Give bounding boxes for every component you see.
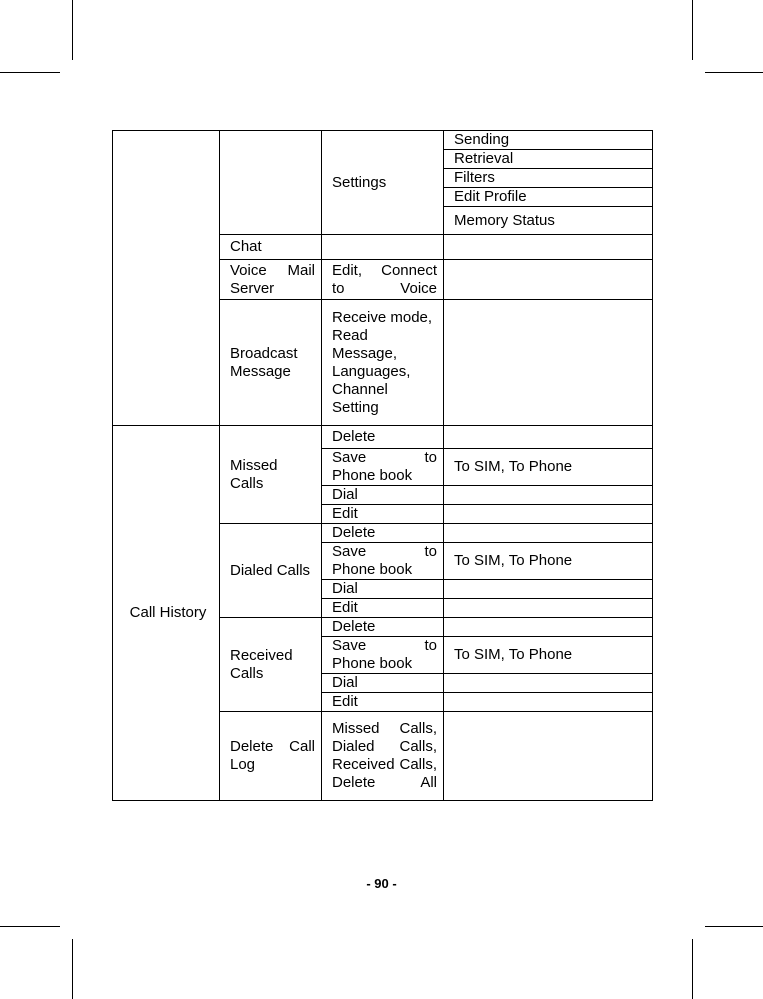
empty-cell bbox=[444, 618, 653, 637]
phone-book-label: Phone book bbox=[332, 561, 413, 578]
edit-cell: Edit bbox=[322, 505, 444, 524]
phone-book-label: Phone book bbox=[332, 467, 413, 484]
page-number: - 90 - bbox=[366, 876, 397, 891]
empty-cell bbox=[444, 300, 653, 426]
menu-table bbox=[112, 130, 653, 801]
dial-cell: Dial bbox=[322, 674, 444, 693]
crop-mark bbox=[72, 0, 73, 60]
save-to-phonebook-cell bbox=[322, 543, 444, 580]
save-to-label: Save to bbox=[332, 543, 437, 560]
crop-mark bbox=[705, 72, 763, 73]
crop-mark bbox=[72, 939, 73, 999]
delete-cell: Delete bbox=[322, 524, 444, 543]
delete-call-log-cell: Delete Call Log bbox=[220, 712, 322, 801]
crop-mark bbox=[705, 926, 763, 927]
empty-cell bbox=[444, 486, 653, 505]
crop-mark bbox=[0, 926, 60, 927]
empty-cell bbox=[444, 712, 653, 801]
settings-cell: Settings bbox=[322, 131, 444, 235]
call-history-cell: Call History bbox=[113, 426, 220, 801]
broadcast-message-cell: Broadcast Message bbox=[220, 300, 322, 426]
save-to-phonebook-cell bbox=[322, 637, 444, 674]
empty-cell bbox=[444, 524, 653, 543]
broadcast-options-cell: Receive mode, Read Message, Languages, Channel Setting bbox=[322, 300, 444, 426]
empty-cell bbox=[444, 426, 653, 449]
dialed-calls-cell: Dialed Calls bbox=[220, 524, 322, 618]
empty-cell bbox=[322, 235, 444, 260]
phone-book-label: Phone book bbox=[332, 655, 413, 672]
empty-cell bbox=[444, 505, 653, 524]
sending-cell: Sending bbox=[444, 131, 653, 150]
chat-cell: Chat bbox=[220, 235, 322, 260]
delete-cell: Delete bbox=[322, 426, 444, 449]
to-sim-phone-cell: To SIM, To Phone bbox=[444, 449, 653, 486]
to-sim-phone-cell: To SIM, To Phone bbox=[444, 543, 653, 580]
table-row bbox=[113, 131, 653, 150]
messages-section-cell bbox=[113, 131, 220, 426]
delete-cell: Delete bbox=[322, 618, 444, 637]
edit-cell: Edit bbox=[322, 693, 444, 712]
voice-mail-server-cell: Voice Mail Server bbox=[220, 260, 322, 300]
retrieval-cell: Retrieval bbox=[444, 150, 653, 169]
crop-mark bbox=[692, 0, 693, 60]
save-to-label: Save to bbox=[332, 449, 437, 466]
empty-cell bbox=[444, 599, 653, 618]
empty-cell bbox=[220, 131, 322, 235]
received-calls-cell: Received Calls bbox=[220, 618, 322, 712]
crop-mark bbox=[692, 939, 693, 999]
edit-connect-cell: Edit, Connect to Voice bbox=[322, 260, 444, 300]
empty-cell bbox=[444, 235, 653, 260]
missed-calls-cell: Missed Calls bbox=[220, 426, 322, 524]
save-to-phonebook-cell bbox=[322, 449, 444, 486]
delete-log-options-cell: Missed Calls, Dialed Calls, Received Calls, Delete All bbox=[322, 712, 444, 801]
save-to-label: Save to bbox=[332, 637, 437, 654]
empty-cell bbox=[444, 580, 653, 599]
empty-cell bbox=[444, 693, 653, 712]
dial-cell: Dial bbox=[322, 486, 444, 505]
empty-cell bbox=[444, 260, 653, 300]
empty-cell bbox=[444, 674, 653, 693]
to-sim-phone-cell: To SIM, To Phone bbox=[444, 637, 653, 674]
crop-mark bbox=[0, 72, 60, 73]
edit-cell: Edit bbox=[322, 599, 444, 618]
table-row bbox=[113, 426, 653, 449]
edit-profile-cell: Edit Profile bbox=[444, 188, 653, 207]
filters-cell: Filters bbox=[444, 169, 653, 188]
dial-cell: Dial bbox=[322, 580, 444, 599]
memory-status-cell: Memory Status bbox=[444, 207, 653, 235]
